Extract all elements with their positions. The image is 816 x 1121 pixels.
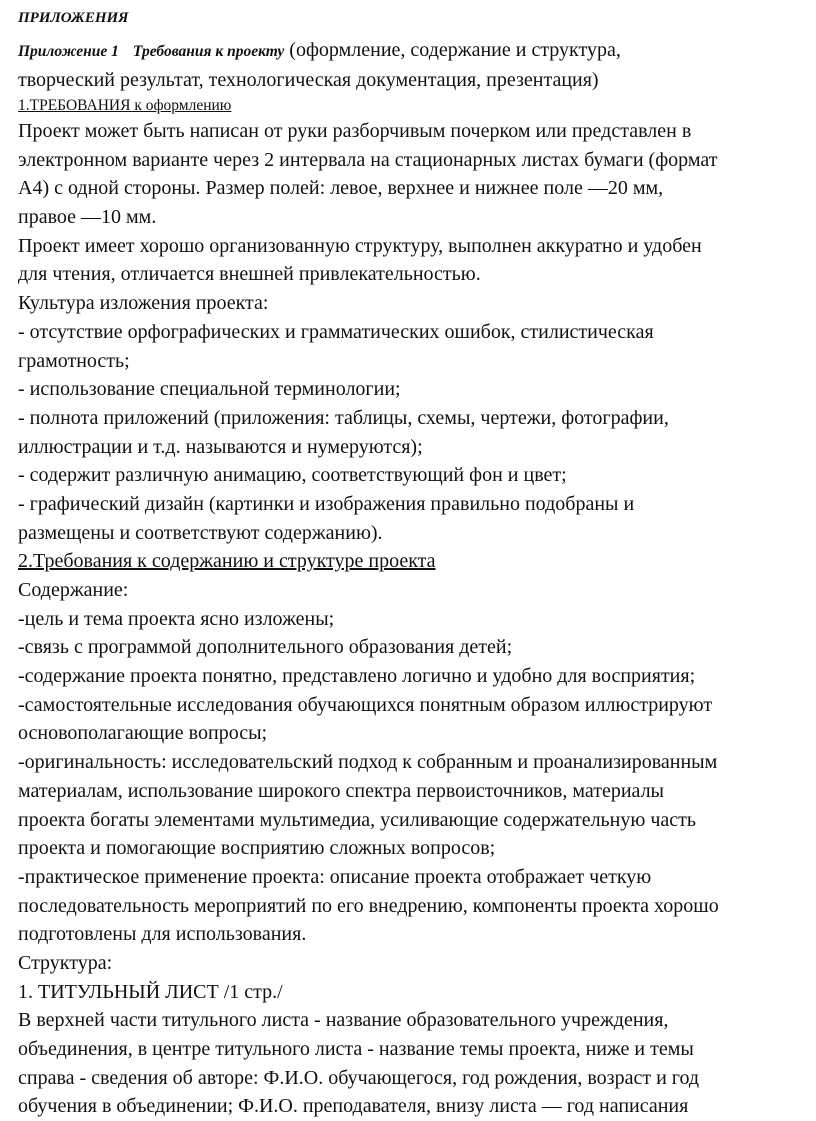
text-line: Культура изложения проекта: [18, 292, 269, 315]
text-line: последовательность мероприятий по его внедрению, компоненты проекта хорошо [18, 894, 719, 917]
text-line: 1. ТИТУЛЬНЫЙ ЛИСТ /1 стр./ [18, 980, 283, 1003]
text-line: проекта богаты элементами мультимедиа, усиливающие содержательную часть [18, 808, 696, 831]
section-1-title: 1.ТРЕБОВАНИЯ к оформлению [18, 97, 232, 114]
text-line: иллюстрации и т.д. называются и нумеруются); [18, 435, 423, 458]
text-line: В верхней части титульного листа - название образовательного учреждения, [18, 1009, 669, 1032]
appendix-title-line-1 [18, 36, 808, 66]
text-line: для чтения, отличается внешней привлекательностью. [18, 263, 481, 286]
text-line: проекта и помогающие восприятию сложных вопросов; [18, 837, 496, 860]
text-line: - содержит различную анимацию, соответствующий фон и цвет; [18, 464, 567, 487]
section-2-title: 2.Требования к содержанию и структуре проекта [18, 550, 436, 573]
appendix-title: Требования к проекту [132, 43, 285, 60]
appendix-number: Приложение 1 [18, 43, 119, 60]
text-line: -самостоятельные исследования обучающихся понятным образом иллюстрируют [18, 693, 713, 716]
text-line: правое —10 мм. [18, 206, 157, 229]
text-line: основополагающие вопросы; [18, 722, 268, 745]
text-line: А4) с одной стороны. Размер полей: левое, верхнее и нижнее поле —20 мм, [18, 177, 664, 200]
appendix-1-title [18, 36, 808, 95]
appendices-heading: ПРИЛОЖЕНИЯ [18, 10, 129, 26]
text-line: Проект может быть написан от руки разборчивым почерком или представлен в [18, 120, 692, 142]
appendix-description-2: творческий результат, технологическая документация, презентация) [18, 69, 599, 91]
document-page [18, 4, 808, 1121]
text-line: электронном варианте через 2 интервала на стационарных листах бумаги (формат [18, 148, 718, 171]
text-line: -связь с программой дополнительного образования детей; [18, 636, 513, 659]
text-line: подготовлены для использования. [18, 923, 307, 946]
text-line: -содержание проекта понятно, представлено логично и удобно для восприятия; [18, 665, 696, 688]
text-line: Содержание: [18, 579, 129, 601]
text-line: обучения в объединении; Ф.И.О. преподавателя, внизу листа — год написания [18, 1095, 689, 1118]
text-line: размещены и соответствуют содержанию). [18, 521, 383, 544]
text-line: -практическое применение проекта: описание проекта отображает четкую [18, 865, 652, 888]
appendix-description-1: (оформление, содержание и структура, [289, 39, 621, 61]
text-line: объединения, в центре титульного листа - название темы проекта, ниже и темы [18, 1038, 694, 1060]
text-line: - графический дизайн (картинки и изображения правильно подобраны и [18, 492, 635, 515]
text-line: Проект имеет хорошо организованную структуру, выполнен аккуратно и удобен [18, 234, 702, 257]
text-line: Структура: [18, 951, 113, 974]
text-line: материалам, использование широкого спектра первоисточников, материалы [18, 779, 664, 802]
text-line: - использование специальной терминологии; [18, 378, 401, 401]
text-line: справа - сведения об авторе: Ф.И.О. обучающегося, год рождения, возраст и год [18, 1066, 700, 1089]
text-line: - отсутствие орфографических и грамматических ошибок, стилистическая [18, 320, 654, 343]
text-line: -цель и тема проекта ясно изложены; [18, 607, 335, 630]
text-line: -оригинальность: исследовательский подход к собранным и проанализированным [18, 751, 718, 774]
document-body [18, 117, 808, 1121]
text-line: - полнота приложений (приложения: таблицы, схемы, чертежи, фотографии, [18, 406, 669, 429]
text-line: грамотность; [18, 349, 130, 372]
